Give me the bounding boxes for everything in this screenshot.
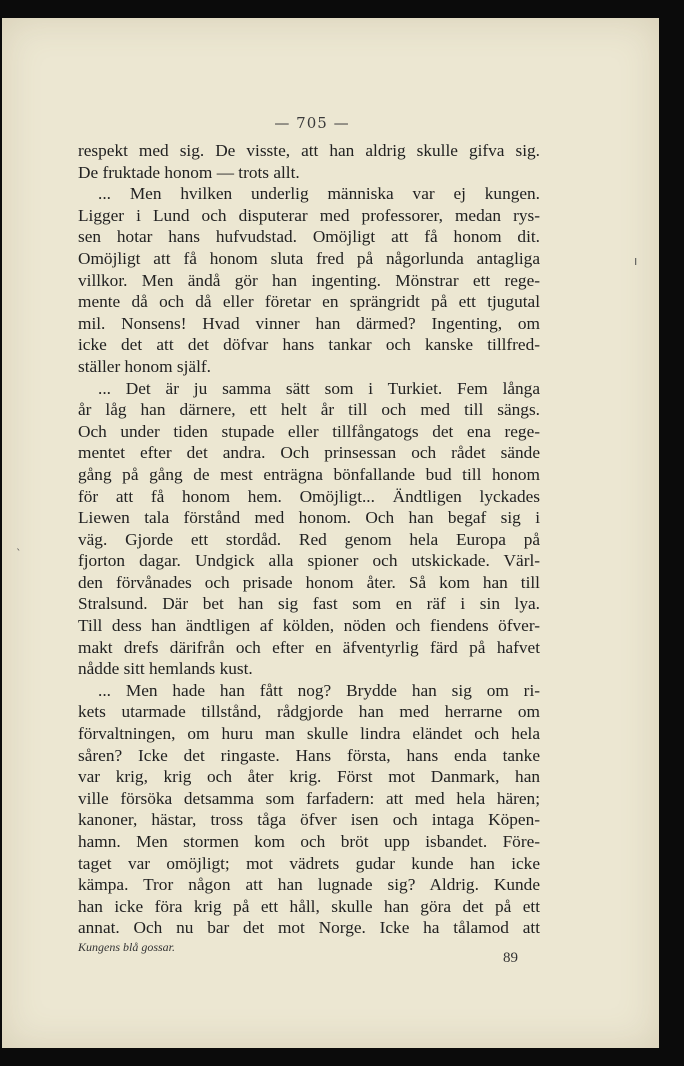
text-line: väg. Gjorde ett stordåd. Red genom hela Europa på bbox=[78, 529, 540, 549]
text-line: för att få honom hem. Omöjligt... Ändtligen lyckades bbox=[78, 486, 540, 506]
text-line: makt drefs därifrån och efter en äfventyrlig färd på hafvet bbox=[78, 637, 540, 657]
text-line: taget var omöjligt; mot vädrets gudar kunde han icke bbox=[78, 853, 540, 873]
book-page bbox=[2, 18, 659, 1048]
text-line: ... Men hade han fått nog? Brydde han sig om ri- bbox=[98, 680, 540, 700]
text-line: mente då och då eller företar en sprängridt på ett tjugutal bbox=[78, 292, 540, 312]
text-line: sen hotar hans hufvudstad. Omöjligt att få honom dit. bbox=[78, 227, 540, 247]
text-line: mentet efter det andra. Och prinsessan och rådet sände bbox=[78, 443, 540, 463]
text-line: var krig, krig och åter krig. Först mot Danmark, han bbox=[78, 767, 540, 787]
text-line: han icke föra krig på ett håll, skulle han göra det på ett bbox=[78, 896, 540, 916]
margin-tick-mark: ı bbox=[634, 254, 638, 268]
text-line: Omöjligt att få honom sluta fred på någorlunda antagliga bbox=[78, 248, 540, 268]
text-line: ville försöka detsamma som farfadern: att med hela hären; bbox=[78, 788, 540, 808]
text-line: hamn. Men stormen kom och bröt upp isbandet. Före- bbox=[78, 832, 540, 851]
page-footer bbox=[78, 940, 518, 970]
body-text bbox=[78, 140, 540, 939]
margin-tick-mark: ˎ bbox=[16, 538, 22, 551]
text-line: icke det att det döfvar hans tankar och kanske tillfred- bbox=[78, 335, 540, 355]
printer-signature: Kungens blå gossar. bbox=[78, 940, 176, 954]
text-line: gång på gång de mest enträgna bönfallande bud till honom bbox=[78, 464, 540, 484]
text-line: De fruktade honom — trots allt. bbox=[78, 162, 300, 182]
page-header-number: — 705 — bbox=[274, 114, 350, 132]
text-line: Stralsund. Där bet han sig fast som en räf i sin lya. bbox=[78, 594, 540, 614]
text-line: ... Det är ju samma sätt som i Turkiet. Fem långa bbox=[98, 378, 540, 398]
text-line: ställer honom själf. bbox=[78, 356, 211, 376]
text-line: Till dess han ändtligen af kölden, nöden och fiendens öfver- bbox=[78, 616, 540, 636]
text-line: Liewen tala förstånd med honom. Och han begaf sig i bbox=[78, 508, 540, 528]
text-line: förvaltningen, om huru man skulle lindra eländet och hela bbox=[78, 724, 540, 744]
text-line: kanoner, hästar, tross tåga öfver isen och intaga Köpen- bbox=[78, 810, 540, 830]
text-line: Ligger i Lund och disputerar med professorer, medan rys- bbox=[78, 205, 540, 225]
text-line: år låg han därnere, ett helt år till och med till sängs. bbox=[78, 400, 540, 420]
text-line: kämpa. Tror någon att han lugnade sig? Aldrig. Kunde bbox=[78, 875, 540, 895]
text-line: den förvånades och prisade honom åter. Så kom han till bbox=[78, 572, 540, 592]
sheet-number: 89 bbox=[503, 950, 518, 966]
text-line: kets utarmade tillstånd, rådgjorde han med herrarne om bbox=[78, 702, 540, 722]
text-line: fjorton dagar. Undgick alla spioner och utskickade. Värl- bbox=[78, 551, 540, 571]
text-line: annat. Och nu bar det mot Norge. Icke ha tålamod att bbox=[78, 918, 540, 938]
text-line: såren? Icke det ringaste. Hans första, hans enda tanke bbox=[78, 745, 540, 765]
text-line: Och under tiden stupade eller tillfångatogs det ena rege- bbox=[78, 421, 540, 441]
text-line: mil. Nonsens! Hvad vinner han därmed? Ingenting, om bbox=[78, 313, 540, 333]
text-line: villkor. Men ändå gör han ingenting. Mönstrar ett rege- bbox=[78, 270, 540, 290]
text-line: ... Men hvilken underlig människa var ej kungen. bbox=[98, 184, 540, 204]
text-line: nådde sitt hemlands kust. bbox=[78, 659, 253, 679]
text-line: respekt med sig. De visste, att han aldrig skulle gifva sig. bbox=[78, 141, 540, 160]
